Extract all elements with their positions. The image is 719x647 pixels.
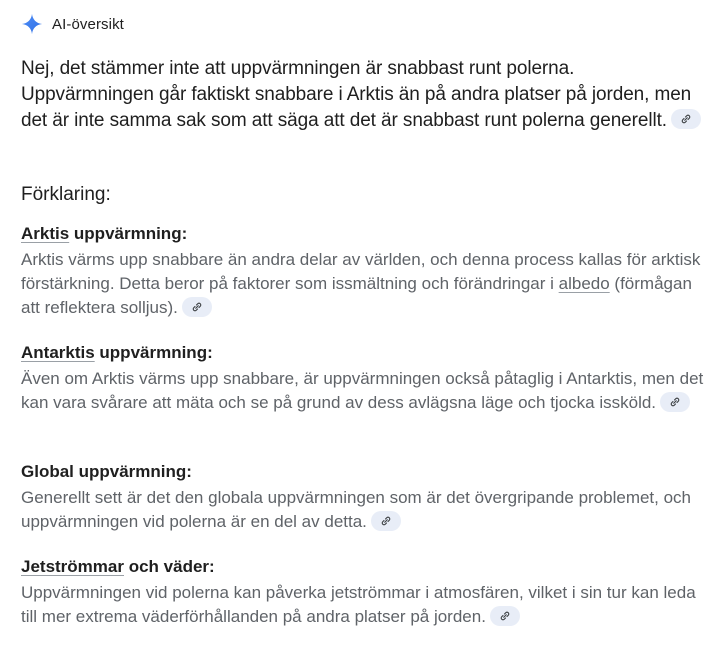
section-jetstreams <box>21 556 713 629</box>
intro-text: Nej, det stämmer inte att uppvärmningen är snabbast runt polerna. Uppvärmningen går faktiskt snabbare i Arktis än på andra platser på jorden, men det är inte samma sak som att säga att det är snabbast runt polerna generellt. <box>21 58 692 131</box>
section-title <box>21 342 713 364</box>
section-body <box>21 486 713 534</box>
section-title-rest: och väder: <box>124 557 215 576</box>
albedo-link[interactable]: albedo <box>558 274 610 293</box>
section-body <box>21 248 713 320</box>
section-title-rest: uppvärmning: <box>94 343 213 362</box>
section-body <box>21 367 713 415</box>
antarctic-link[interactable]: Antarktis <box>21 343 95 362</box>
intro-paragraph <box>21 56 711 134</box>
section-body-text: Uppvärmningen vid polerna kan påverka jetströmmar i atmosfären, vilket i sin tur kan leda till mer extrema väderförhållanden på andra platser på jorden. <box>21 583 696 626</box>
ai-overview-header <box>21 12 124 36</box>
source-link-chip[interactable] <box>371 511 401 531</box>
section-title <box>21 223 713 245</box>
explanation-heading: Förklaring: <box>21 184 111 205</box>
link-icon <box>680 113 692 125</box>
link-icon <box>669 396 681 408</box>
sparkle-icon <box>21 13 43 35</box>
ai-overview-title: AI-översikt <box>52 15 124 33</box>
source-link-chip[interactable] <box>671 109 701 129</box>
section-arctic <box>21 223 713 320</box>
section-title-rest: uppvärmning: <box>69 224 188 243</box>
section-global <box>21 461 713 534</box>
section-antarctic <box>21 342 713 415</box>
section-body-text: Arktis värms upp snabbare än andra delar av världen, och denna process kallas för arktisk förstärkning. Detta beror på faktorer som issmältning och förändringar i <box>21 250 701 293</box>
link-icon <box>191 301 203 313</box>
section-body-text: Även om Arktis värms upp snabbare, är uppvärmningen också påtaglig i Antarktis, men det kan vara svårare att mäta och se på grund av dess avlägsna läge och tjocka issköld. <box>21 369 704 412</box>
arctic-link[interactable]: Arktis <box>21 224 70 243</box>
section-body-text-rest: (förmågan att reflektera solljus). <box>21 274 692 317</box>
source-link-chip[interactable] <box>182 297 212 317</box>
section-body <box>21 581 713 629</box>
section-title: Global uppvärmning: <box>21 462 192 481</box>
link-icon <box>499 610 511 622</box>
section-body-text: Generellt sett är det den globala uppvärmningen som är det övergripande problemet, och uppvärmningen vid polerna är en del av detta. <box>21 488 692 531</box>
source-link-chip[interactable] <box>660 392 690 412</box>
source-link-chip[interactable] <box>490 606 520 626</box>
jetstreams-link[interactable]: Jetströmmar <box>21 557 124 576</box>
section-title <box>21 556 713 578</box>
link-icon <box>380 515 392 527</box>
